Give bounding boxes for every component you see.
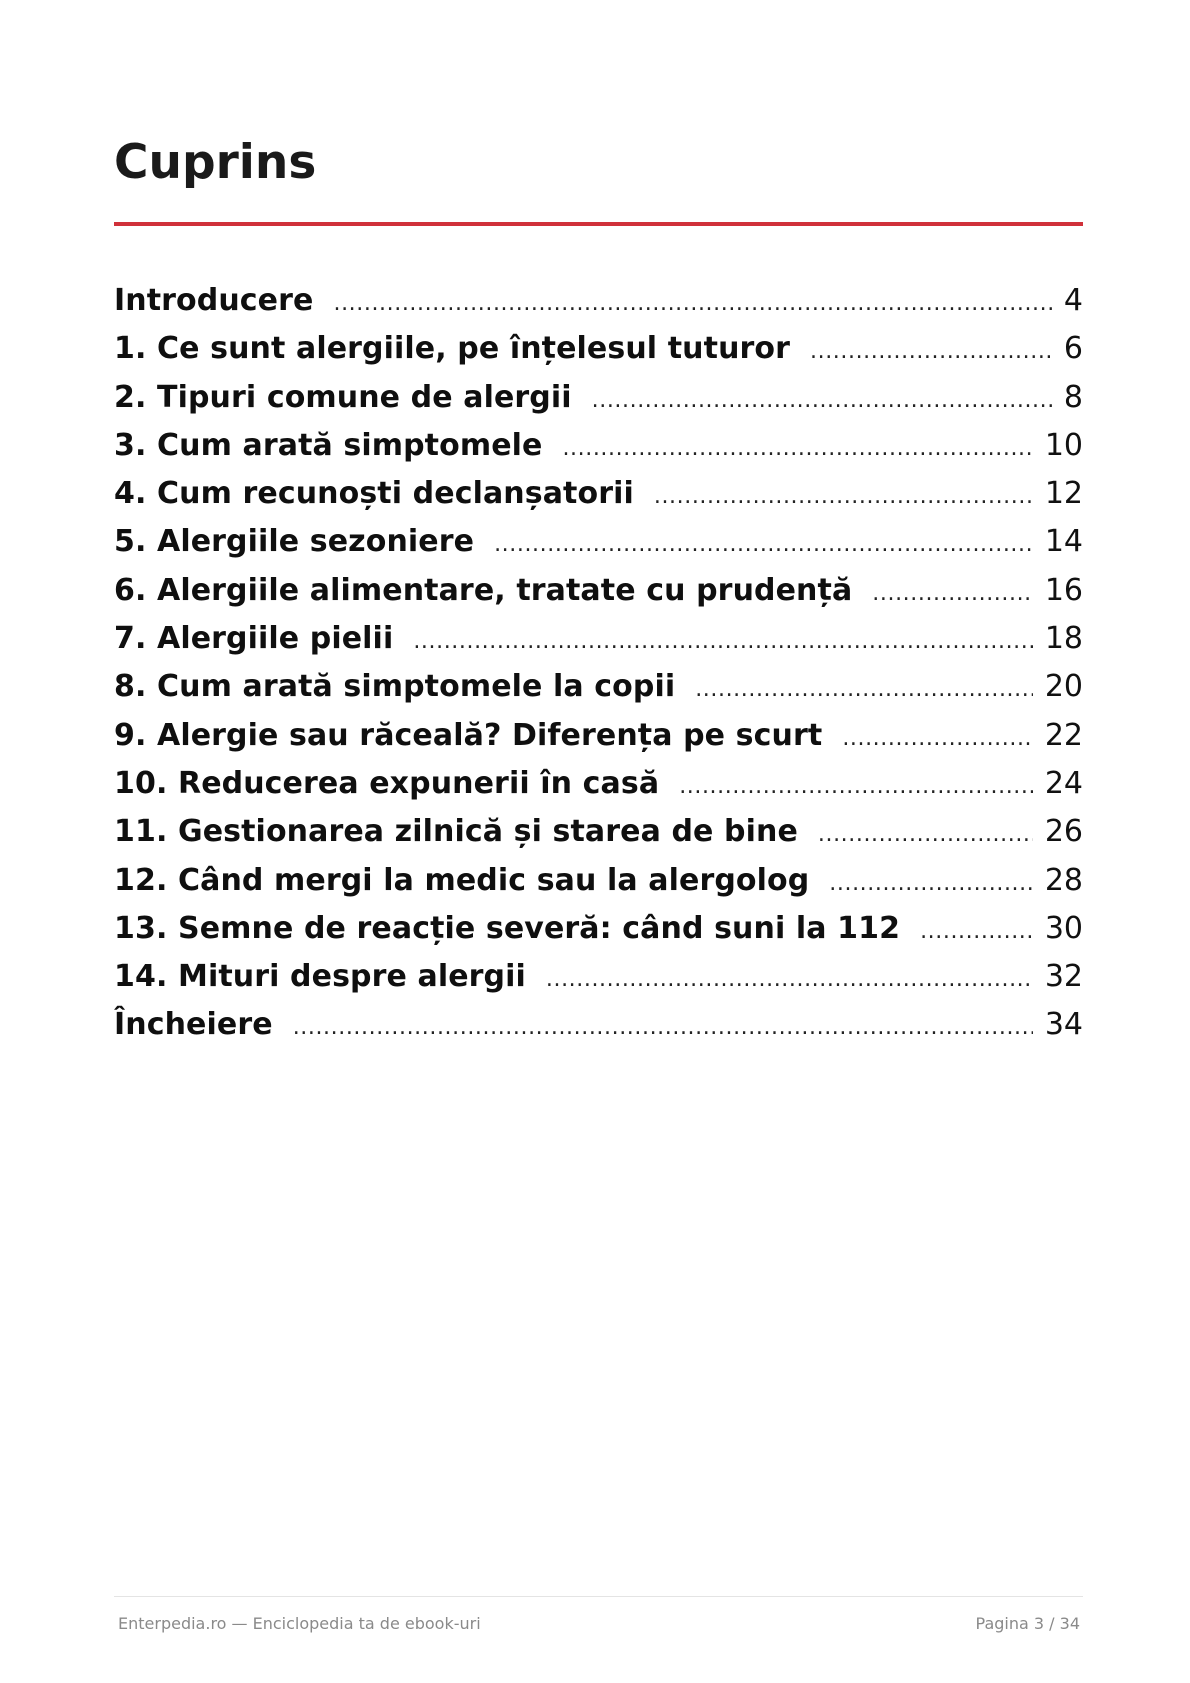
toc-entry[interactable] — [114, 374, 1083, 422]
toc-page-number: 6 — [1063, 331, 1083, 367]
footer-page-indicator: Pagina 3 / 34 — [975, 1614, 1080, 1633]
toc-dot-leader — [695, 666, 1033, 714]
toc-entry[interactable] — [114, 567, 1083, 615]
toc-entry[interactable] — [114, 277, 1083, 325]
toc-page-number: 10 — [1044, 427, 1083, 463]
toc-dot-leader — [872, 570, 1033, 618]
toc-entry[interactable] — [114, 857, 1083, 905]
toc-entry-title: 9. Alergie sau răceală? Diferența pe scurt — [114, 717, 823, 753]
toc-page-number: 14 — [1044, 524, 1083, 560]
toc-page-number: 18 — [1044, 621, 1083, 657]
toc-page-number: 34 — [1044, 1007, 1083, 1043]
toc-dot-leader — [592, 377, 1052, 425]
toc-dot-leader — [810, 328, 1052, 376]
toc-entry-title: 11. Gestionarea zilnică și starea de bine — [114, 814, 798, 850]
toc-entry-title: 7. Alergiile pielii — [114, 621, 394, 657]
toc-entry[interactable] — [114, 905, 1083, 953]
footer-site-name: Enterpedia.ro — Enciclopedia ta de ebook-uri — [118, 1614, 481, 1633]
toc-entry-title: 4. Cum recunoști declanșatorii — [114, 476, 634, 512]
toc-dot-leader — [546, 956, 1033, 1004]
toc-dot-leader — [842, 715, 1033, 763]
toc-page-number: 30 — [1044, 910, 1083, 946]
toc-page-number: 24 — [1044, 765, 1083, 801]
toc-entry-title: Încheiere — [114, 1007, 273, 1043]
toc-entry-title: Introducere — [114, 283, 314, 318]
toc-dot-leader — [920, 908, 1033, 956]
toc-entry[interactable] — [114, 615, 1083, 663]
toc-entry[interactable] — [114, 663, 1083, 711]
toc-dot-leader — [679, 763, 1033, 811]
toc-entry-title: 6. Alergiile alimentare, tratate cu prudență — [114, 572, 853, 608]
toc-page-number: 20 — [1044, 669, 1083, 705]
toc-entry[interactable] — [114, 808, 1083, 856]
toc-dot-leader — [562, 425, 1032, 473]
toc-entry[interactable] — [114, 518, 1083, 566]
toc-page-number: 16 — [1044, 572, 1083, 608]
toc-entry-title: 12. Când mergi la medic sau la alergolog — [114, 862, 810, 898]
toc-entry-title: 8. Cum arată simptomele la copii — [114, 669, 676, 705]
toc-dot-leader — [413, 618, 1032, 666]
toc-dot-leader — [494, 521, 1033, 569]
toc-entry[interactable] — [114, 1001, 1083, 1049]
toc-entry-title: 2. Tipuri comune de alergii — [114, 379, 572, 415]
toc-entry-title: 1. Ce sunt alergiile, pe înțelesul tuturor — [114, 331, 791, 367]
toc-entry[interactable] — [114, 470, 1083, 518]
toc-entry[interactable] — [114, 422, 1083, 470]
toc-page-number: 22 — [1044, 717, 1083, 753]
toc-page-number: 12 — [1044, 476, 1083, 512]
toc-entry-title: 10. Reducerea expunerii în casă — [114, 765, 660, 801]
toc-dot-leader — [818, 811, 1033, 859]
toc-entry[interactable] — [114, 760, 1083, 808]
toc-entry-title: 3. Cum arată simptomele — [114, 427, 543, 463]
toc-entry-title: 14. Mituri despre alergii — [114, 959, 526, 995]
toc-page-number: 4 — [1063, 283, 1083, 318]
toc-dot-leader — [333, 280, 1051, 328]
toc-page-number: 32 — [1044, 959, 1083, 995]
toc-page-number: 28 — [1044, 862, 1083, 898]
title-underline — [114, 222, 1083, 226]
toc-page-number: 26 — [1044, 814, 1083, 850]
toc-dot-leader — [829, 860, 1033, 908]
toc-dot-leader — [293, 1004, 1033, 1052]
toc-entry[interactable] — [114, 712, 1083, 760]
toc-entry[interactable] — [114, 325, 1083, 373]
toc-entry[interactable] — [114, 953, 1083, 1001]
toc-page-number: 8 — [1063, 379, 1083, 415]
toc-entry-title: 5. Alergiile sezoniere — [114, 524, 475, 560]
toc-entry-title: 13. Semne de reacție severă: când suni la 112 — [114, 910, 901, 946]
table-of-contents — [114, 277, 1083, 1050]
page-title: Cuprins — [114, 135, 317, 190]
toc-dot-leader — [654, 473, 1033, 521]
footer-divider — [114, 1596, 1083, 1597]
